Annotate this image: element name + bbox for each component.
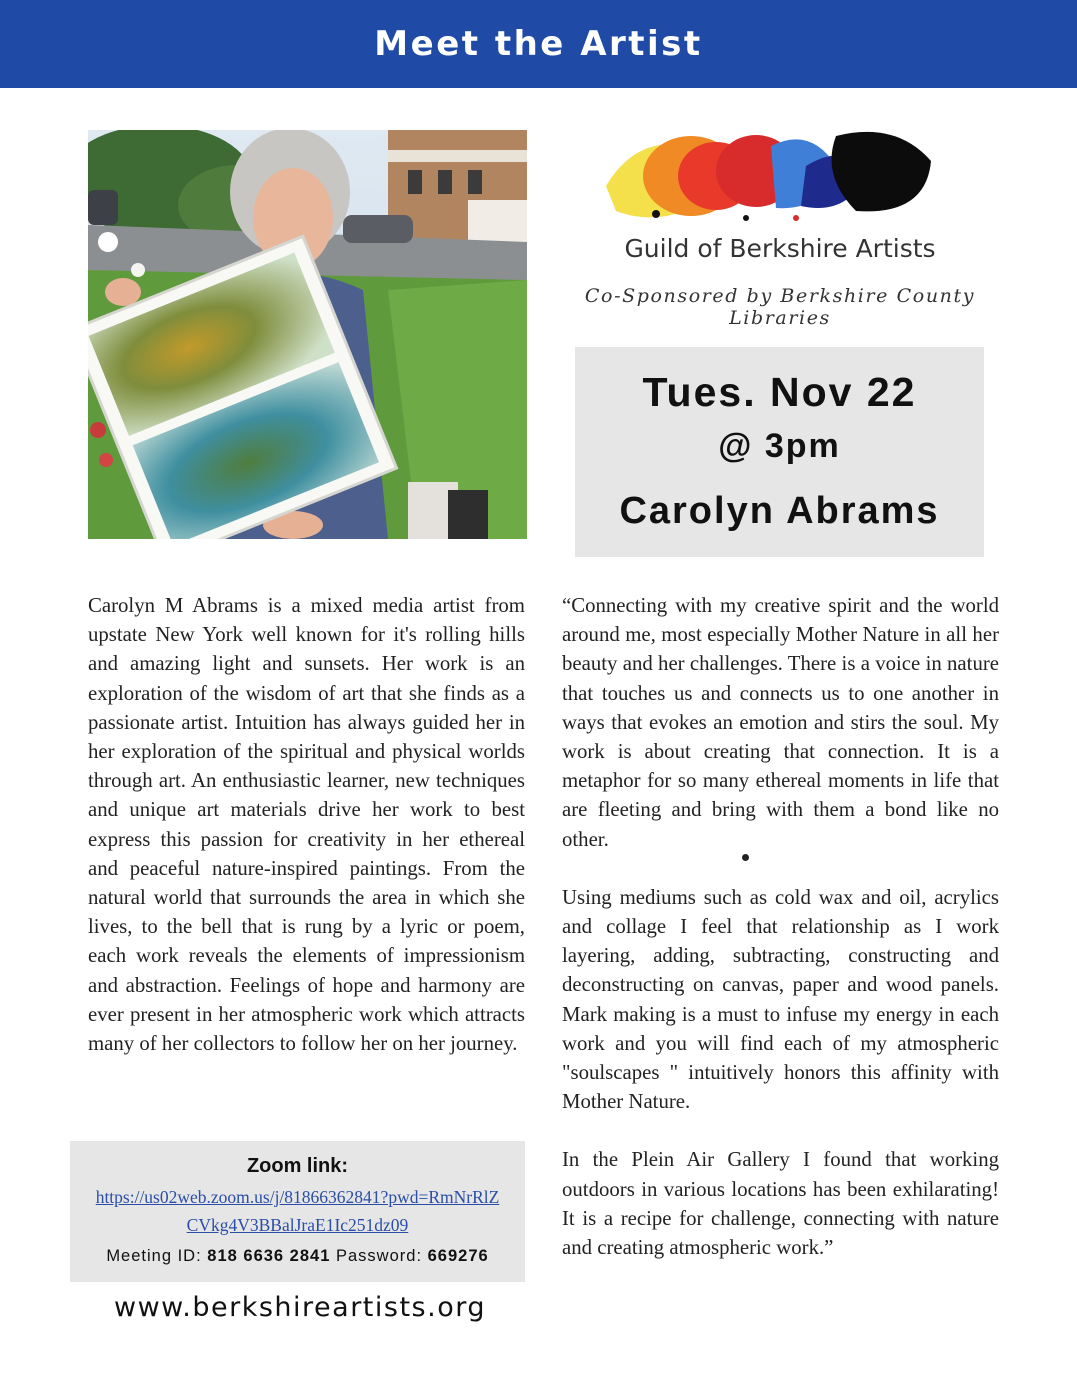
header-banner — [0, 0, 1077, 88]
guild-logo — [560, 122, 1000, 329]
quote-paragraph-3: In the Plein Air Gallery I found that working outdoors in various locations has been exhilarating! It is a recipe for challenge, connecting with nature and creating atmospheric work.” — [562, 1148, 999, 1260]
bio-paragraph: Carolyn M Abrams is a mixed media artist from upstate New York well known for it's rolling hills and amazing light and sunsets. Her work is an exploration of the wisdom of art that she finds as a passionate artist. Intuition has always guided her in her exploration of the spiritual and physical worlds through art. An enthusiastic learner, new techniques and unique art materials drive her work to best express this passion for creativity in her ethereal and peaceful nature-inspired paintings. From the natural world that surrounds the area in which she lives, to the bell that is rung by a lyric or poem, each work reveals the elements of impressionism and abstraction. Feelings of hope and harmony are ever present in her atmospheric work which attracts many of her collectors to follow her on her journey. — [88, 594, 525, 1056]
page-title: Meet the Artist — [374, 24, 703, 64]
bullet-dot — [742, 854, 749, 861]
event-date: Tues. Nov 22 — [642, 369, 917, 415]
event-time: @ 3pm — [718, 427, 841, 465]
event-artist-name: Carolyn Abrams — [619, 490, 940, 532]
event-box — [575, 347, 984, 557]
artist-bio — [88, 591, 525, 1058]
guild-name: Guild of Berkshire Artists — [624, 234, 936, 263]
password-label: Password: — [336, 1247, 423, 1265]
meeting-id: 818 6636 2841 — [207, 1247, 331, 1265]
meeting-id-label: Meeting ID: — [106, 1247, 202, 1265]
artist-photo — [88, 130, 527, 539]
sponsor-line: Co-Sponsored by Berkshire County Libraries — [584, 285, 976, 329]
artist-quote — [562, 591, 999, 1262]
zoom-link[interactable]: https://us02web.zoom.us/j/81866362841?pwd=RmNrRlZCVkg4V3BBalJraE1Ic251dz09 — [95, 1187, 500, 1235]
website-link[interactable]: www.berkshireartists.org — [114, 1292, 486, 1323]
quote-paragraph-2: Using mediums such as cold wax and oil, acrylics and collage I feel that relationship as I work layering, adding, subtracting, constructing and deconstructing on canvas, paper and wood panels. Mark making is a must to infuse my energy in each work and you will find each of my atmospheric "soulscapes " intuitively honors this affinity with Mother Nature. — [562, 885, 999, 1114]
meeting-password: 669276 — [427, 1247, 489, 1265]
guild-logo-art — [596, 126, 941, 226]
zoom-info-box — [70, 1141, 525, 1282]
zoom-label: Zoom link: — [246, 1155, 349, 1177]
meeting-details — [70, 1247, 525, 1266]
quote-paragraph-1: “Connecting with my creative spirit and the world around me, most especially Mother Nature in all her beauty and her challenges. There is a voice in nature that touches us and connects us to one another in ways that evokes an emotion and stirs the soul. My work is about creating that connection. It is a metaphor for so many ethereal moments in life that are fleeting and bring with them a bond like no other. — [562, 594, 999, 851]
